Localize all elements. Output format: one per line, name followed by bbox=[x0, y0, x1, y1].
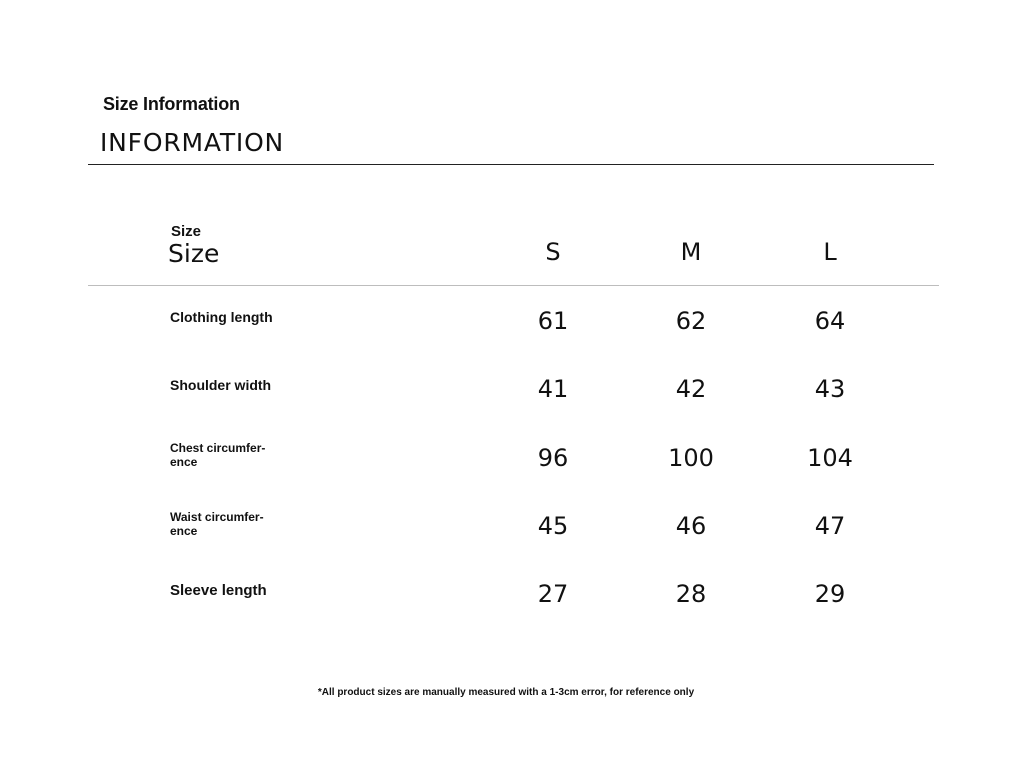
row-label-sleeve-length bbox=[170, 583, 280, 598]
cell-waist-circumference-m: 46 bbox=[675, 512, 707, 540]
row-label-line: Shoulder width bbox=[170, 377, 272, 393]
cell-chest-circumference-m: 100 bbox=[668, 444, 714, 472]
cell-chest-circumference-s: 96 bbox=[537, 444, 569, 472]
cell-clothing-length-l: 64 bbox=[814, 307, 846, 335]
cell-shoulder-width-s: 41 bbox=[537, 375, 569, 403]
column-header-l: L bbox=[823, 238, 837, 266]
row-label-line-1: Waist circumfer- bbox=[170, 510, 264, 524]
cell-waist-circumference-l: 47 bbox=[814, 512, 846, 540]
row-label-chest-circumference bbox=[170, 441, 280, 469]
size-label-large: Size bbox=[168, 239, 220, 268]
row-label-line-1: Chest circumfer- bbox=[170, 441, 266, 455]
cell-clothing-length-s: 61 bbox=[537, 307, 569, 335]
cell-shoulder-width-l: 43 bbox=[814, 375, 846, 403]
size-label-small: Size bbox=[171, 223, 202, 240]
cell-waist-circumference-s: 45 bbox=[537, 512, 569, 540]
table-header-divider bbox=[88, 285, 939, 286]
measurement-footnote: *All product sizes are manually measured with a 1-3cm error, for reference only bbox=[317, 687, 695, 698]
row-label-line: Clothing length bbox=[170, 309, 273, 325]
cell-chest-circumference-l: 104 bbox=[807, 444, 853, 472]
row-label-waist-circumference bbox=[170, 510, 280, 538]
cell-clothing-length-m: 62 bbox=[675, 307, 707, 335]
cell-sleeve-length-l: 29 bbox=[814, 580, 846, 608]
row-label-line: Sleeve length bbox=[170, 582, 267, 599]
cell-sleeve-length-s: 27 bbox=[537, 580, 569, 608]
row-label-line-2: ence bbox=[170, 524, 198, 538]
row-label-line-2: ence bbox=[170, 455, 198, 469]
row-label-clothing-length bbox=[170, 310, 280, 325]
column-header-s: S bbox=[545, 238, 561, 266]
size-information-heading: Size Information bbox=[103, 94, 240, 114]
column-header-m: M bbox=[680, 238, 702, 266]
cell-sleeve-length-m: 28 bbox=[675, 580, 707, 608]
cell-shoulder-width-m: 42 bbox=[675, 375, 707, 403]
row-label-shoulder-width bbox=[170, 378, 280, 393]
information-heading: INFORMATION bbox=[100, 128, 285, 157]
header-divider bbox=[88, 164, 934, 165]
